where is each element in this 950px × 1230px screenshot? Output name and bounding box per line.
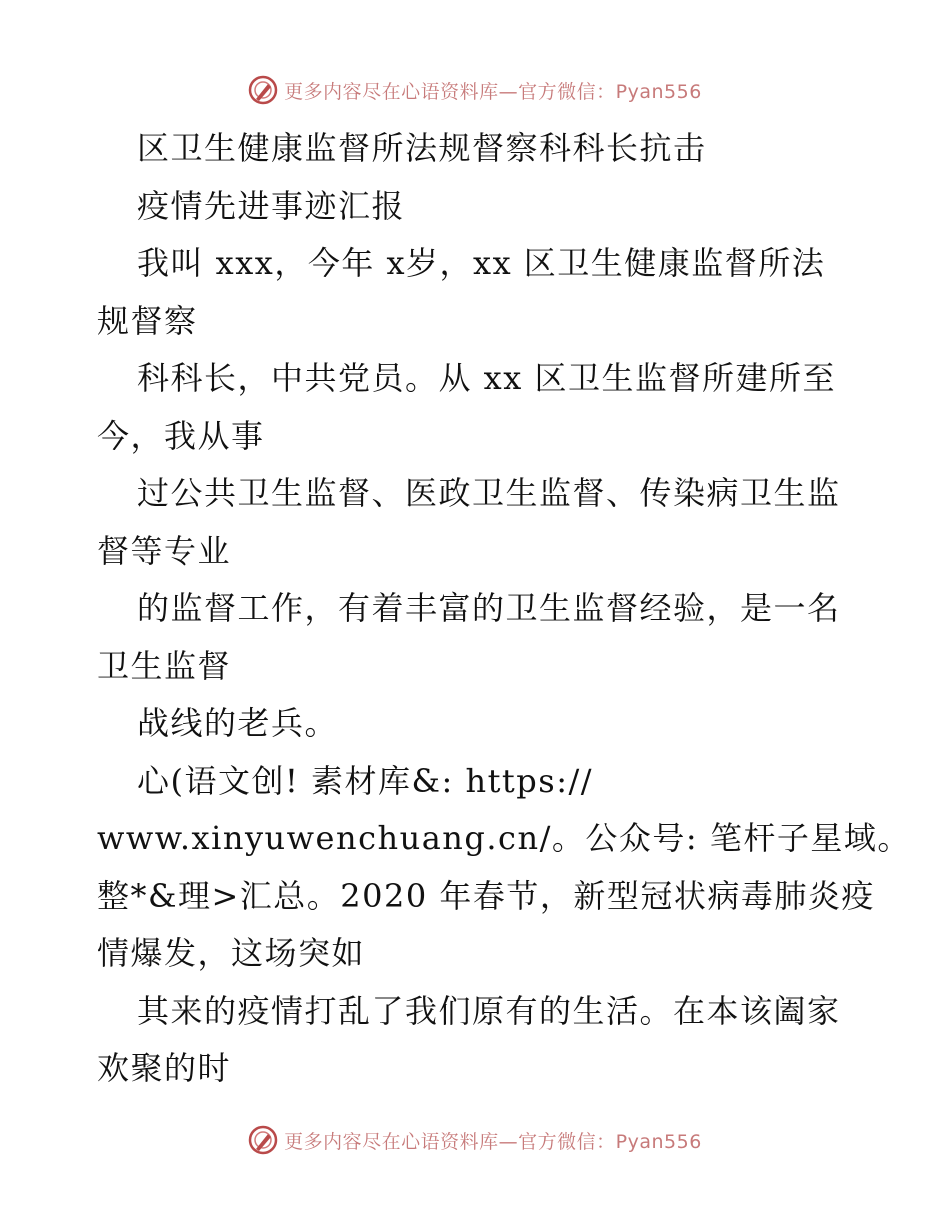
footer-banner (0, 1120, 950, 1160)
text-line: 科科长，中共党员。从 xx 区卫生监督所建所至 (137, 359, 836, 397)
text-line: 心(语文创! 素材库&: https:// (137, 761, 594, 800)
pen-logo-icon (248, 75, 278, 105)
text-line: 过公共卫生监督、医政卫生监督、传染病卫生监 (137, 474, 841, 512)
text-line: www.xinyuwenchuang.cn/。公众号: 笔杆子星域。 (97, 819, 911, 857)
text-line: 卫生监督 (97, 646, 232, 685)
text-line: 其来的疫情打乱了我们原有的生活。在本该阖家 (137, 991, 841, 1030)
banner-text: 更多内容尽在心语资料库—官方微信：Pyan556 (284, 80, 702, 103)
text-line: 我叫 xxx，今年 x岁，xx 区卫生健康监督所法 (137, 244, 826, 282)
text-line: 整*&理>汇总。2020 年春节，新型冠状病毒肺炎疫 (97, 876, 875, 915)
banner-text: 更多内容尽在心语资料库—官方微信：Pyan556 (284, 1130, 702, 1153)
document-body (97, 120, 911, 1098)
text-line: 战线的老兵。 (137, 704, 339, 742)
text-line: 欢聚的时 (97, 1049, 232, 1087)
text-line: 今，我从事 (97, 416, 265, 455)
header-banner (0, 70, 950, 110)
text-line: 的监督工作，有着丰富的卫生监督经验，是一名 (137, 589, 841, 627)
text-line: 疫情先进事迹汇报 (137, 186, 406, 225)
pen-logo-icon (248, 1125, 278, 1155)
text-line: 督等专业 (97, 531, 232, 570)
text-line: 区卫生健康监督所法规督察科科长抗击 (137, 129, 707, 167)
text-line: 规督察 (97, 301, 198, 340)
text-line: 情爆发，这场突如 (97, 934, 366, 972)
